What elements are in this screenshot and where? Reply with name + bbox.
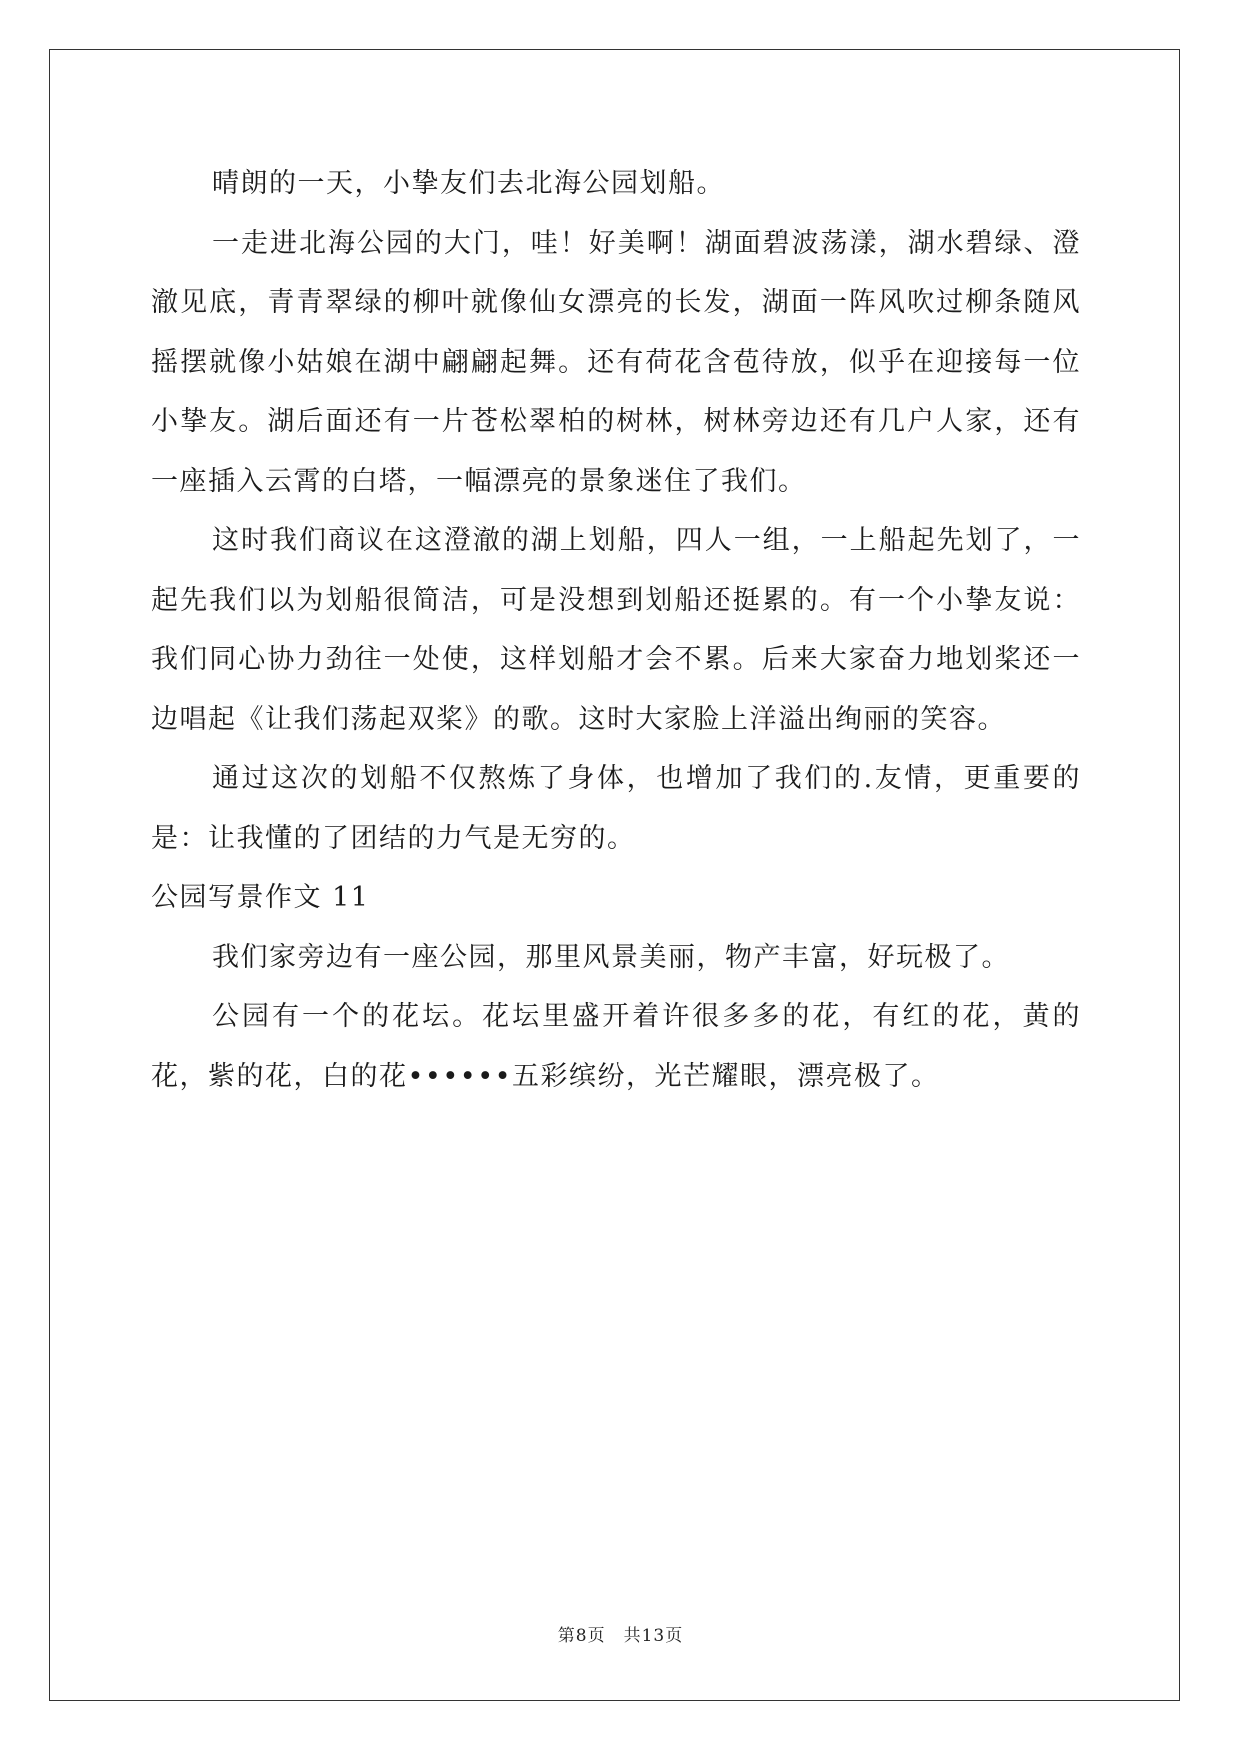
paragraph-3: 这时我们商议在这澄澈的湖上划船，四人一组，一上船起先划了，一起先我们以为划船很简洁，可是没想到划船还挺累的。有一个小挚友说：我们同心协力劲往一处使，这样划船才会不累。后来大家奋力地划桨还一边唱起《让我们荡起双桨》的歌。这时大家脸上洋溢出绚丽的笑容。 bbox=[151, 525, 1081, 735]
paragraph-5: 我们家旁边有一座公园，那里风景美丽，物产丰富，好玩极了。 bbox=[212, 941, 1010, 973]
document-body bbox=[151, 154, 1081, 1106]
paragraph-1: 晴朗的一天，小挚友们去北海公园划船。 bbox=[212, 168, 725, 199]
page-number-footer: 第8页 共13页 bbox=[557, 1626, 684, 1646]
section-title: 公园写景作文 11 bbox=[151, 882, 370, 913]
paragraph-4: 通过这次的划船不仅熬炼了身体，也增加了我们的.友情，更重要的是：让我懂的了团结的力气是无穷的。 bbox=[151, 763, 1081, 854]
paragraph-2: 一走进北海公园的大门，哇！好美啊！湖面碧波荡漾，湖水碧绿、澄澈见底，青青翠绿的柳叶就像仙女漂亮的长发，湖面一阵风吹过柳条随风摇摆就像小姑娘在湖中翩翩起舞。还有荷花含苞待放，似乎在迎接每一位小挚友。湖后面还有一片苍松翠柏的树林，树林旁边还有几户人家，还有一座插入云霄的白塔，一幅漂亮的景象迷住了我们。 bbox=[151, 227, 1081, 497]
paragraph-6: 公园有一个的花坛。花坛里盛开着许很多多的花，有红的花，黄的花，紫的花，白的花••••••五彩缤纷，光芒耀眼，漂亮极了。 bbox=[151, 1001, 1081, 1092]
